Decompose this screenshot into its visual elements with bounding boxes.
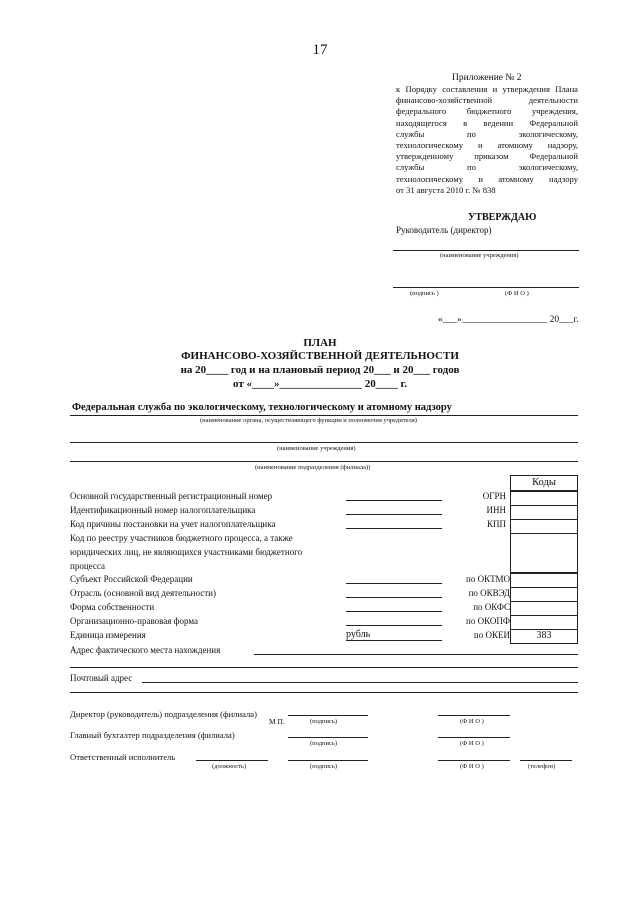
agency-line xyxy=(70,415,578,416)
code-value-cell[interactable] xyxy=(510,615,578,630)
plan-subtitle: ФИНАНСОВО-ХОЗЯЙСТВЕННОЙ ДЕЯТЕЛЬНОСТИ xyxy=(181,350,459,362)
page-number: 17 xyxy=(312,42,328,58)
stamp-mark: М П. xyxy=(269,717,285,726)
code-row-label: Основной государственный регистрационный номер xyxy=(70,491,273,501)
appendix-line: технологическому и атомному надзору, xyxy=(396,139,578,150)
director-label: Директор (руководитель) подразделения (филиала) xyxy=(70,709,257,719)
code-row-label: Отрасль (основной вид деятельности) xyxy=(70,588,216,598)
appendix-line: финансово-хозяйственной деятельности xyxy=(396,95,578,106)
executor-label: Ответственный исполнитель xyxy=(70,752,176,762)
address-postal-label: Почтовый адрес xyxy=(70,673,133,683)
executor-position-line xyxy=(196,760,268,761)
code-row-line xyxy=(346,611,442,612)
address-actual-line xyxy=(254,654,578,655)
institution-line xyxy=(393,250,579,251)
code-value-cell[interactable] xyxy=(510,573,578,588)
address-actual-label: Адрес фактического места нахождения xyxy=(70,645,221,655)
code-row-code: по ОКФС xyxy=(473,602,510,612)
appendix-line: к Порядку составления и утверждения Плана xyxy=(396,84,578,94)
executor-phone-line xyxy=(520,760,572,761)
appendix-line: находящегося в ведении Федеральной xyxy=(396,117,578,128)
accountant-label: Главный бухгалтер подразделения (филиала) xyxy=(70,730,235,740)
approval-title: УТВЕРЖДАЮ xyxy=(468,212,537,223)
code-row-label-cont: юридических лиц, не являющихся участниками бюджетного xyxy=(70,547,303,557)
code-row-code: ОГРН xyxy=(482,491,506,501)
plan-period: на 20____ год и на плановый период 20___ и 20___ годов xyxy=(180,364,460,376)
director-fio-line xyxy=(438,715,510,716)
code-value-cell[interactable] xyxy=(510,533,578,573)
code-row-line xyxy=(346,625,442,626)
code-row-label: Идентификационный номер налогоплательщика xyxy=(70,505,256,515)
accountant-signature-line xyxy=(288,737,368,738)
code-row-label: Код причины постановки на учет налогоплательщика xyxy=(70,519,276,529)
accountant-fio-line xyxy=(438,737,510,738)
subdivision-caption: (наименование подразделения (филиала)) xyxy=(255,464,371,471)
code-value-cell[interactable]: 383 xyxy=(510,629,578,644)
executor-signature-line xyxy=(288,760,368,761)
code-row-label: Форма собственности xyxy=(70,602,155,612)
code-row-line xyxy=(346,500,442,501)
institution-name-line xyxy=(70,442,578,443)
appendix-line: утвержденному приказом Федеральной xyxy=(396,151,578,162)
code-row-label-cont: процесса xyxy=(70,561,105,571)
code-row-code: ИНН xyxy=(486,505,506,515)
signature-caption: (подпись ) xyxy=(410,290,439,297)
plan-date: от «____»_______________ 20____ г. xyxy=(232,378,407,390)
code-row-line xyxy=(346,583,442,584)
director-signature-line xyxy=(288,715,368,716)
signature-line xyxy=(393,287,579,288)
fio-caption: (Ф И О ) xyxy=(460,740,484,747)
signature-caption: (подпись) xyxy=(310,718,337,725)
signature-caption: (подпись) xyxy=(310,740,337,747)
code-row-label: Организационно-правовая форма xyxy=(70,616,198,626)
executor-fio-line xyxy=(438,760,510,761)
code-value-cell[interactable] xyxy=(510,587,578,602)
fio-caption: (Ф И О ) xyxy=(505,290,529,297)
institution-name-caption: (наименование учреждения) xyxy=(277,445,356,452)
institution-caption: (наименование учреждения) xyxy=(440,252,519,259)
address-actual-line-2 xyxy=(70,667,578,668)
code-row-line xyxy=(346,514,442,515)
plan-title: ПЛАН xyxy=(303,337,337,349)
approval-head: Руководитель (директор) xyxy=(396,225,492,235)
code-value-cell[interactable] xyxy=(510,519,578,534)
address-postal-line xyxy=(142,682,578,683)
fio-caption: (Ф И О ) xyxy=(460,763,484,770)
appendix-text xyxy=(396,84,578,196)
position-caption: (должность) xyxy=(212,763,247,770)
approval-date: «___»__________________ 20___г. xyxy=(438,315,579,325)
code-row-code: КПП xyxy=(486,519,506,529)
code-value-cell[interactable] xyxy=(510,601,578,616)
code-row-code: по ОКТМО xyxy=(466,574,510,584)
unit-value: рубль xyxy=(346,629,371,640)
code-row-code: по ОКВЭД xyxy=(468,588,510,598)
code-row-code: по ОКЕИ xyxy=(473,630,510,640)
signature-caption: (подпись) xyxy=(310,763,337,770)
address-postal-line-2 xyxy=(70,692,578,693)
subdivision-line xyxy=(70,461,578,462)
code-row-line xyxy=(346,597,442,598)
code-value-cell[interactable] xyxy=(510,491,578,506)
fio-caption: (Ф И О ) xyxy=(460,718,484,725)
appendix-line: федерального бюджетного учреждения, xyxy=(396,106,578,117)
code-row-label: Код по реестру участников бюджетного процесса, а также xyxy=(70,533,293,543)
appendix-line: от 31 августа 2010 г. № 838 xyxy=(396,184,496,195)
appendix-line: технологическому и атомному надзору xyxy=(396,173,578,184)
code-row-label: Субъект Российской Федерации xyxy=(70,574,193,584)
appendix-title: Приложение № 2 xyxy=(452,73,522,83)
code-row-line xyxy=(346,528,442,529)
agency-name: Федеральная служба по экологическому, технологическому и атомному надзору xyxy=(72,402,452,413)
appendix-line: службы по экологическому, xyxy=(396,162,578,173)
code-row-code: по ОКОПФ xyxy=(466,616,510,626)
phone-caption: (телефон) xyxy=(528,763,556,770)
code-row-line xyxy=(346,640,442,641)
appendix-line: службы по экологическому, xyxy=(396,128,578,139)
code-row-label: Единица измерения xyxy=(70,630,146,640)
code-value-cell[interactable] xyxy=(510,505,578,520)
codes-header: Коды xyxy=(510,475,578,491)
agency-caption: (наименование органа, осуществляющего функции и полномочия учредителя) xyxy=(200,417,417,424)
